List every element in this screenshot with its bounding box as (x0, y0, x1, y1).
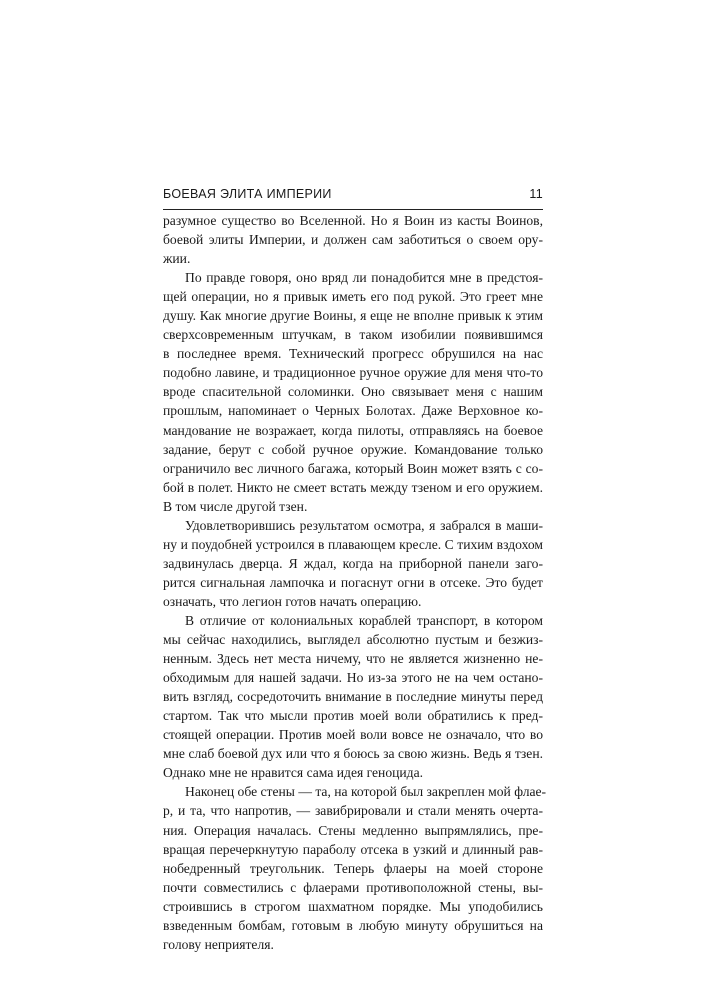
page-number: 11 (529, 187, 543, 201)
text-line: взведенным бомбам, готовым в любую минуту обрушиться на (163, 917, 543, 933)
text-line: бой в полет. Никто не смеет встать между тзеном и его оружием. (163, 479, 543, 495)
text-line: прошлым, напоминает о Черных Болотах. Даже Верховное ко- (163, 403, 543, 419)
body-text (163, 211, 547, 954)
text-line: вращая перечеркнутую параболу отсека в узкий и длинный рав- (163, 841, 543, 857)
text-line: мне слаб боевой дух или что я боюсь за свою жизнь. Ведь я тзен. (163, 746, 543, 762)
text-line: ненным. Здесь нет места ничему, что не является жизненно не- (163, 651, 543, 667)
running-header (163, 185, 543, 210)
text-line: задание, берут с собой ручное оружие. Командование только (163, 441, 543, 457)
text-line: сверхсовременным штучкам, в таком изобилии появившимся (163, 327, 543, 343)
text-line: подобно лавине, и традиционное ручное оружие для меня что-то (163, 365, 543, 381)
text-line: ну и поудобней устроился в плавающем кресле. С тихим вздохом (163, 536, 543, 552)
text-line: строившись в строгом шахматном порядке. Мы уподобились (163, 898, 543, 914)
running-title: БОЕВАЯ ЭЛИТА ИМПЕРИИ (163, 187, 332, 201)
text-line: По правде говоря, оно вряд ли понадобится мне в предстоя- (185, 270, 543, 286)
text-line: мандование не возражает, когда пилоты, отправляясь на боевое (163, 422, 543, 438)
text-line: боевой элиты Империи, и должен сам заботиться о своем ору- (163, 232, 543, 248)
text-line: стоящей операции. Против моей воли вовсе не означало, что во (163, 727, 543, 743)
text-line: рится сигнальная лампочка и погаснут огни в отсеке. Это будет (163, 574, 543, 590)
text-line: В отличие от колониальных кораблей транспорт, в котором (185, 612, 543, 628)
text-line: Наконец обе стены — та, на которой был закреплен мой флае- (185, 784, 547, 800)
text-line: Удовлетворившись результатом осмотра, я забрался в маши- (185, 517, 543, 533)
text-line: мы сейчас находились, выглядел абсолютно пустым и безжиз- (163, 632, 543, 648)
text-line: р, и та, что напротив, — завибрировали и стали менять очерта- (163, 803, 543, 819)
text-line: вить взгляд, сосредоточить внимание в последние минуты перед (163, 689, 543, 705)
text-line: ния. Операция началась. Стены медленно выпрямлялись, пре- (163, 822, 543, 838)
text-line: почти совместились с флаерами противоположной стены, вы- (163, 879, 543, 895)
text-line: разумное существо во Вселенной. Но я Воин из касты Воинов, (163, 213, 543, 228)
text-line: обходимым для нашей задачи. Но из-за этого не на чем остано- (163, 670, 543, 686)
text-line: щей операции, но я привык иметь его под рукой. Это греет мне (163, 289, 543, 305)
text-line: означать, что легион готов начать операцию. (163, 593, 422, 609)
text-line: стартом. Так что мысли против моей воли обратились к пред- (163, 708, 543, 724)
text-line: вроде спасительной соломинки. Оно связывает меня с нашим (163, 384, 543, 400)
text-line: ограничило вес личного багажа, который Воин может взять с со- (163, 460, 543, 476)
text-line: жии. (163, 251, 191, 267)
text-line: голову неприятеля. (163, 936, 274, 952)
text-line: В том числе другой тзен. (163, 498, 308, 514)
text-line: задвинулась дверца. Я ждал, когда на приборной панели заго- (163, 555, 543, 571)
text-line: душу. Как многие другие Воины, я еще не вполне привык к этим (163, 308, 543, 324)
text-line: Однако мне не нравится сама идея геноцида. (163, 765, 424, 781)
text-line: нобедренный треугольник. Теперь флаеры на моей стороне (163, 860, 543, 876)
text-line: в последнее время. Технический прогресс обрушился на нас (163, 346, 543, 362)
